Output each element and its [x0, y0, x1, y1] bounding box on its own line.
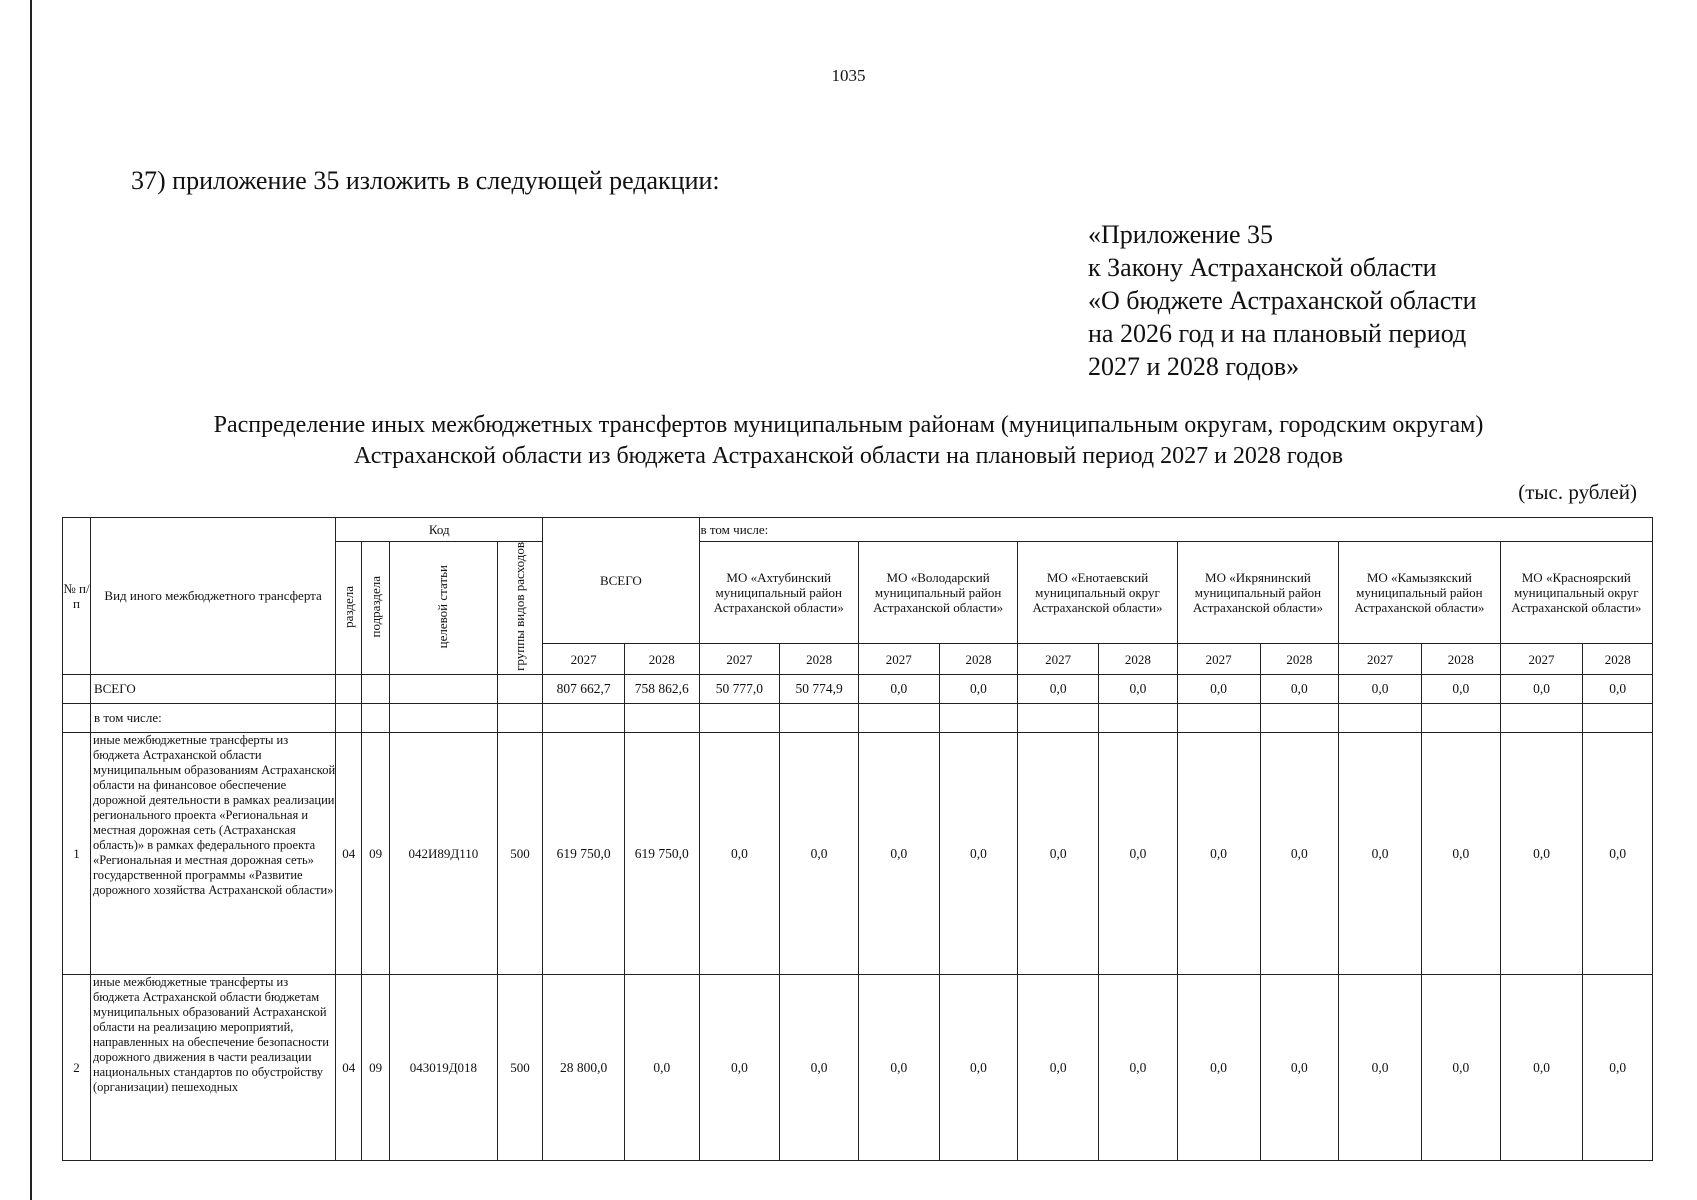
value-cell: 0,0	[1500, 732, 1583, 974]
title-line: Распределение иных межбюджетных трансфертов муниципальным районам (муниципальным округам, городским округам)	[213, 412, 1484, 438]
value-cell: 0,0	[1500, 674, 1583, 703]
header-year: 2028	[1421, 644, 1500, 675]
value-cell: 0,0	[1018, 674, 1099, 703]
header-year: 2027	[858, 644, 939, 675]
header-num: № п/п	[63, 518, 91, 675]
header-municipality: МО «Енотаевский муниципальный округ Астраханской области»	[1018, 542, 1177, 644]
row-num: 1	[63, 732, 91, 974]
value-cell: 0,0	[780, 974, 859, 1160]
header-municipality: МО «Ахтубинский муниципальный район Астраханской области»	[699, 542, 858, 644]
value-cell: 0,0	[1583, 974, 1653, 1160]
header-municipality: МО «Икрянинский муниципальный район Астраханской области»	[1177, 542, 1338, 644]
code-section: 04	[336, 974, 362, 1160]
header-name: Вид иного межбюджетного трансферта	[90, 518, 335, 675]
header-year: 2028	[1583, 644, 1653, 675]
value-cell: 0,0	[1421, 674, 1500, 703]
value-cell: 0,0	[1339, 674, 1422, 703]
header-year: 2028	[1260, 644, 1339, 675]
intro-line: 37) приложение 35 изложить в следующей редакции:	[131, 166, 720, 195]
value-cell: 0,0	[1260, 974, 1339, 1160]
value-cell: 619 750,0	[543, 732, 625, 974]
value-cell: 0,0	[858, 674, 939, 703]
value-cell: 0,0	[939, 732, 1018, 974]
header-year: 2027	[1018, 644, 1099, 675]
value-cell: 0,0	[1018, 974, 1099, 1160]
value-cell: 0,0	[1583, 732, 1653, 974]
value-cell: 0,0	[1339, 974, 1422, 1160]
row-num: 2	[63, 974, 91, 1160]
header-year: 2028	[625, 644, 700, 675]
header-year: 2028	[1099, 644, 1178, 675]
units-label: (тыс. рублей)	[1518, 480, 1637, 504]
header-municipality: МО «Красноярский муниципальный округ Астраханской области»	[1500, 542, 1652, 644]
document-title	[0, 410, 1697, 472]
table-row	[63, 974, 1653, 1160]
page-number: 1035	[831, 66, 866, 85]
header-year: 2027	[1339, 644, 1422, 675]
total-label: ВСЕГО	[90, 674, 335, 703]
code-group: 500	[497, 974, 543, 1160]
table-row	[63, 732, 1653, 974]
value-cell: 0,0	[1500, 974, 1583, 1160]
title-line: Астраханской области из бюджета Астраханской области на плановый период 2027 и 2028 годов	[353, 443, 1344, 469]
value-cell: 50 774,9	[780, 674, 859, 703]
value-cell: 807 662,7	[543, 674, 625, 703]
transfers-table	[62, 517, 1653, 1161]
value-cell: 0,0	[1421, 732, 1500, 974]
value-cell: 0,0	[1177, 974, 1260, 1160]
transfer-name: иные межбюджетные трансферты из бюджета Астраханской области муниципальным образованиям Астраханской области на финансовое обеспечение дорожной деятельности в рамках реализации регионального проекта «Региональная и местная дорожная сеть (Астраханская область)» в рамках федерального проекта «Региональная и местная дорожная сеть» государственной программы «Развитие дорожного хозяйства Астраханской области»	[90, 732, 335, 974]
code-subsection: 09	[362, 732, 390, 974]
header-code-section: раздела	[336, 542, 362, 675]
value-cell: 0,0	[780, 732, 859, 974]
code-target: 042И89Д110	[390, 732, 498, 974]
value-cell: 28 800,0	[543, 974, 625, 1160]
code-group: 500	[497, 732, 543, 974]
value-cell: 0,0	[1099, 674, 1178, 703]
page-margin-rule	[30, 0, 32, 1200]
header-year: 2028	[780, 644, 859, 675]
appendix-line: «Приложение 35	[1088, 220, 1274, 249]
header-year: 2027	[699, 644, 780, 675]
transfer-name: иные межбюджетные трансферты из бюджета Астраханской области бюджетам муниципальных образований Астраханской области на реализацию мероприятий, направленных на обеспечение безопасности дорожного движения в части реализации национальных стандартов по обустройству (организации) пешеходных	[90, 974, 335, 1160]
header-code-group: группы видов расходов	[497, 542, 543, 675]
table-row-total	[63, 674, 1653, 703]
including-label: в том числе:	[90, 703, 335, 732]
header-code-target: целевой статьи	[390, 542, 498, 675]
value-cell: 0,0	[699, 974, 780, 1160]
value-cell: 0,0	[1260, 732, 1339, 974]
value-cell: 0,0	[1339, 732, 1422, 974]
header-municipality: МО «Камызякский муниципальный район Астраханской области»	[1339, 542, 1500, 644]
code-target: 043019Д018	[390, 974, 498, 1160]
value-cell: 619 750,0	[625, 732, 700, 974]
appendix-line: к Закону Астраханской области	[1088, 253, 1437, 282]
value-cell: 0,0	[858, 974, 939, 1160]
header-year: 2027	[543, 644, 625, 675]
value-cell: 0,0	[699, 732, 780, 974]
code-subsection: 09	[362, 974, 390, 1160]
value-cell: 0,0	[1177, 674, 1260, 703]
value-cell: 0,0	[1421, 974, 1500, 1160]
value-cell: 0,0	[939, 974, 1018, 1160]
appendix-line: на 2026 год и на плановый период	[1088, 319, 1467, 348]
table-row-including	[63, 703, 1653, 732]
header-including: в том числе:	[699, 518, 1652, 542]
appendix-line: 2027 и 2028 годов»	[1088, 352, 1300, 381]
value-cell: 0,0	[1099, 974, 1178, 1160]
header-municipality: МО «Володарский муниципальный район Астраханской области»	[858, 542, 1017, 644]
value-cell: 0,0	[858, 732, 939, 974]
value-cell: 0,0	[625, 974, 700, 1160]
header-year: 2028	[939, 644, 1018, 675]
value-cell: 758 862,6	[625, 674, 700, 703]
appendix-reference	[1088, 218, 1477, 383]
value-cell: 0,0	[1018, 732, 1099, 974]
header-code: Код	[336, 518, 543, 542]
value-cell: 0,0	[1260, 674, 1339, 703]
code-section: 04	[336, 732, 362, 974]
header-code-subsection: подраздела	[362, 542, 390, 675]
appendix-line: «О бюджете Астраханской области	[1088, 286, 1477, 315]
value-cell: 50 777,0	[699, 674, 780, 703]
header-year: 2027	[1177, 644, 1260, 675]
header-year: 2027	[1500, 644, 1583, 675]
value-cell: 0,0	[1099, 732, 1178, 974]
value-cell: 0,0	[1583, 674, 1653, 703]
value-cell: 0,0	[1177, 732, 1260, 974]
header-total: ВСЕГО	[543, 518, 699, 644]
value-cell: 0,0	[939, 674, 1018, 703]
